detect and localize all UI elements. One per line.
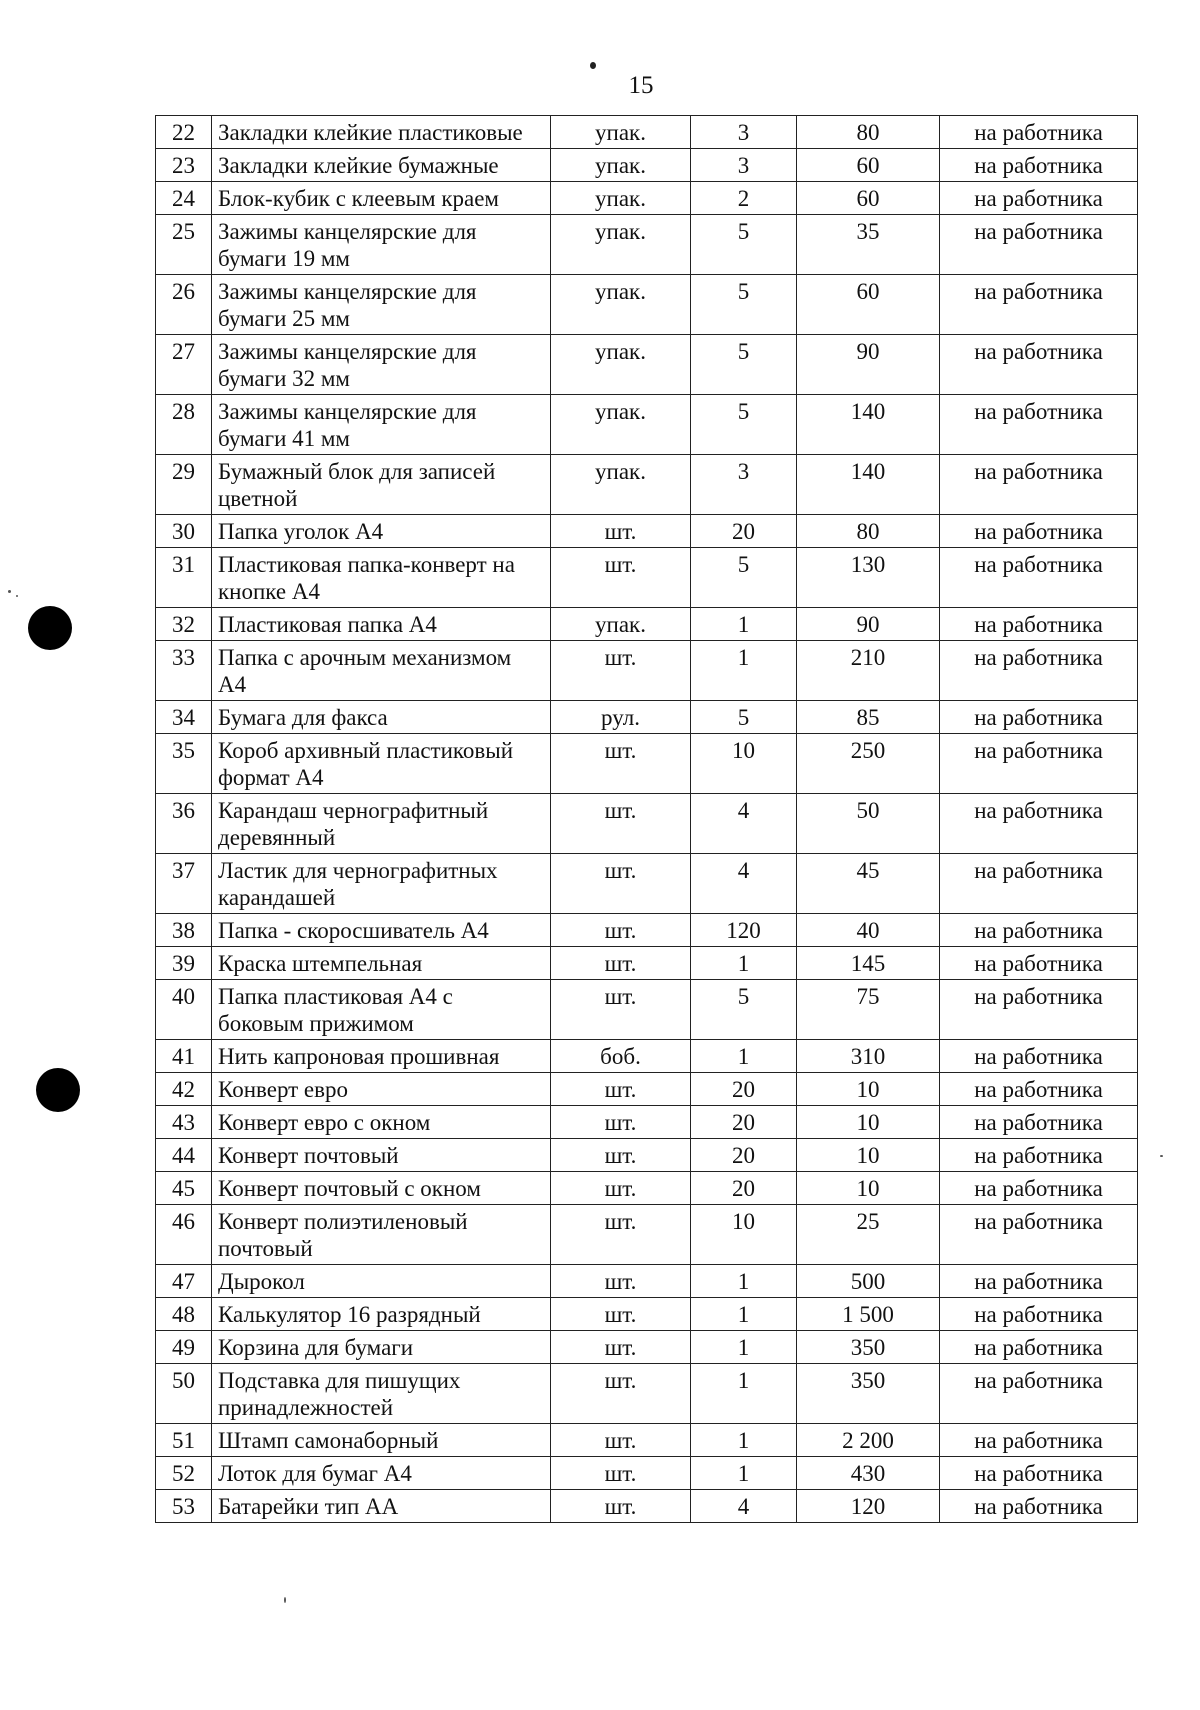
item-name-cell: Короб архивный пластиковый формат А4 bbox=[212, 734, 551, 794]
price-cell: 350 bbox=[797, 1364, 940, 1424]
unit-of-measure-cell: шт. bbox=[551, 1490, 691, 1523]
allocation-basis-cell: на работника bbox=[940, 1298, 1138, 1331]
price-cell: 60 bbox=[797, 275, 940, 335]
scan-speck bbox=[1160, 1155, 1163, 1157]
unit-of-measure-cell: шт. bbox=[551, 548, 691, 608]
price-cell: 1 500 bbox=[797, 1298, 940, 1331]
price-cell: 145 bbox=[797, 947, 940, 980]
unit-of-measure-cell: шт. bbox=[551, 1457, 691, 1490]
quantity-cell: 5 bbox=[691, 395, 797, 455]
price-cell: 10 bbox=[797, 1106, 940, 1139]
allocation-basis-cell: на работника bbox=[940, 515, 1138, 548]
unit-of-measure-cell: шт. bbox=[551, 734, 691, 794]
price-cell: 40 bbox=[797, 914, 940, 947]
quantity-cell: 120 bbox=[691, 914, 797, 947]
row-number-cell: 26 bbox=[156, 275, 212, 335]
quantity-cell: 1 bbox=[691, 1331, 797, 1364]
allocation-basis-cell: на работника bbox=[940, 149, 1138, 182]
price-cell: 50 bbox=[797, 794, 940, 854]
table-row bbox=[156, 1331, 1138, 1364]
quantity-cell: 5 bbox=[691, 335, 797, 395]
table-row bbox=[156, 1172, 1138, 1205]
item-name-cell: Бумага для факса bbox=[212, 701, 551, 734]
item-name-cell: Корзина для бумаги bbox=[212, 1331, 551, 1364]
scan-speck bbox=[590, 62, 596, 69]
row-number-cell: 22 bbox=[156, 116, 212, 149]
allocation-basis-cell: на работника bbox=[940, 794, 1138, 854]
table-row bbox=[156, 608, 1138, 641]
item-name-cell: Дырокол bbox=[212, 1265, 551, 1298]
allocation-basis-cell: на работника bbox=[940, 455, 1138, 515]
allocation-basis-cell: на работника bbox=[940, 116, 1138, 149]
unit-of-measure-cell: шт. bbox=[551, 1331, 691, 1364]
allocation-basis-cell: на работника bbox=[940, 1040, 1138, 1073]
allocation-basis-cell: на работника bbox=[940, 701, 1138, 734]
price-cell: 75 bbox=[797, 980, 940, 1040]
price-cell: 10 bbox=[797, 1172, 940, 1205]
table-row bbox=[156, 1106, 1138, 1139]
allocation-basis-cell: на работника bbox=[940, 914, 1138, 947]
unit-of-measure-cell: шт. bbox=[551, 947, 691, 980]
quantity-cell: 20 bbox=[691, 515, 797, 548]
row-number-cell: 30 bbox=[156, 515, 212, 548]
item-name-cell: Конверт почтовый bbox=[212, 1139, 551, 1172]
unit-of-measure-cell: упак. bbox=[551, 335, 691, 395]
unit-of-measure-cell: шт. bbox=[551, 914, 691, 947]
item-name-cell: Бумажный блок для записей цветной bbox=[212, 455, 551, 515]
row-number-cell: 31 bbox=[156, 548, 212, 608]
row-number-cell: 46 bbox=[156, 1205, 212, 1265]
allocation-basis-cell: на работника bbox=[940, 1490, 1138, 1523]
unit-of-measure-cell: шт. bbox=[551, 1424, 691, 1457]
unit-of-measure-cell: боб. bbox=[551, 1040, 691, 1073]
price-cell: 60 bbox=[797, 182, 940, 215]
table-row bbox=[156, 734, 1138, 794]
quantity-cell: 20 bbox=[691, 1139, 797, 1172]
item-name-cell: Батарейки тип АА bbox=[212, 1490, 551, 1523]
item-name-cell: Папка пластиковая А4 с боковым прижимом bbox=[212, 980, 551, 1040]
unit-of-measure-cell: шт. bbox=[551, 1106, 691, 1139]
quantity-cell: 20 bbox=[691, 1106, 797, 1139]
allocation-basis-cell: на работника bbox=[940, 215, 1138, 275]
unit-of-measure-cell: упак. bbox=[551, 182, 691, 215]
table-row bbox=[156, 455, 1138, 515]
table-row bbox=[156, 1205, 1138, 1265]
item-name-cell: Краска штемпельная bbox=[212, 947, 551, 980]
price-cell: 80 bbox=[797, 515, 940, 548]
quantity-cell: 10 bbox=[691, 734, 797, 794]
unit-of-measure-cell: упак. bbox=[551, 608, 691, 641]
price-cell: 120 bbox=[797, 1490, 940, 1523]
price-cell: 10 bbox=[797, 1139, 940, 1172]
scan-speck bbox=[284, 1597, 286, 1603]
allocation-basis-cell: на работника bbox=[940, 854, 1138, 914]
price-cell: 130 bbox=[797, 548, 940, 608]
allocation-basis-cell: на работника bbox=[940, 947, 1138, 980]
row-number-cell: 35 bbox=[156, 734, 212, 794]
row-number-cell: 43 bbox=[156, 1106, 212, 1139]
allocation-basis-cell: на работника bbox=[940, 608, 1138, 641]
table-row bbox=[156, 1364, 1138, 1424]
allocation-basis-cell: на работника bbox=[940, 1106, 1138, 1139]
table-row bbox=[156, 1424, 1138, 1457]
unit-of-measure-cell: шт. bbox=[551, 1265, 691, 1298]
quantity-cell: 2 bbox=[691, 182, 797, 215]
item-name-cell: Папка - скоросшиватель А4 bbox=[212, 914, 551, 947]
quantity-cell: 3 bbox=[691, 455, 797, 515]
allocation-basis-cell: на работника bbox=[940, 980, 1138, 1040]
unit-of-measure-cell: шт. bbox=[551, 641, 691, 701]
unit-of-measure-cell: шт. bbox=[551, 515, 691, 548]
table-row bbox=[156, 215, 1138, 275]
table-row bbox=[156, 980, 1138, 1040]
item-name-cell: Пластиковая папка-конверт на кнопке А4 bbox=[212, 548, 551, 608]
price-cell: 35 bbox=[797, 215, 940, 275]
row-number-cell: 33 bbox=[156, 641, 212, 701]
item-name-cell: Закладки клейкие пластиковые bbox=[212, 116, 551, 149]
quantity-cell: 3 bbox=[691, 149, 797, 182]
table-row bbox=[156, 1040, 1138, 1073]
table-row bbox=[156, 149, 1138, 182]
table-row bbox=[156, 395, 1138, 455]
supplies-table bbox=[155, 115, 1138, 1523]
row-number-cell: 23 bbox=[156, 149, 212, 182]
row-number-cell: 24 bbox=[156, 182, 212, 215]
row-number-cell: 52 bbox=[156, 1457, 212, 1490]
punch-hole-top bbox=[28, 606, 72, 650]
row-number-cell: 37 bbox=[156, 854, 212, 914]
item-name-cell: Конверт евро с окном bbox=[212, 1106, 551, 1139]
item-name-cell: Закладки клейкие бумажные bbox=[212, 149, 551, 182]
allocation-basis-cell: на работника bbox=[940, 1424, 1138, 1457]
allocation-basis-cell: на работника bbox=[940, 395, 1138, 455]
allocation-basis-cell: на работника bbox=[940, 734, 1138, 794]
row-number-cell: 49 bbox=[156, 1331, 212, 1364]
table-row bbox=[156, 548, 1138, 608]
price-cell: 310 bbox=[797, 1040, 940, 1073]
price-cell: 85 bbox=[797, 701, 940, 734]
unit-of-measure-cell: шт. bbox=[551, 1298, 691, 1331]
quantity-cell: 20 bbox=[691, 1073, 797, 1106]
allocation-basis-cell: на работника bbox=[940, 1331, 1138, 1364]
price-cell: 350 bbox=[797, 1331, 940, 1364]
unit-of-measure-cell: упак. bbox=[551, 116, 691, 149]
item-name-cell: Лоток для бумаг А4 bbox=[212, 1457, 551, 1490]
item-name-cell: Зажимы канцелярские для бумаги 32 мм bbox=[212, 335, 551, 395]
quantity-cell: 1 bbox=[691, 608, 797, 641]
table-row bbox=[156, 1490, 1138, 1523]
table-row bbox=[156, 947, 1138, 980]
table-row bbox=[156, 275, 1138, 335]
row-number-cell: 28 bbox=[156, 395, 212, 455]
table-row bbox=[156, 1298, 1138, 1331]
table-row bbox=[156, 116, 1138, 149]
unit-of-measure-cell: шт. bbox=[551, 1205, 691, 1265]
row-number-cell: 36 bbox=[156, 794, 212, 854]
price-cell: 210 bbox=[797, 641, 940, 701]
row-number-cell: 53 bbox=[156, 1490, 212, 1523]
allocation-basis-cell: на работника bbox=[940, 1364, 1138, 1424]
unit-of-measure-cell: упак. bbox=[551, 455, 691, 515]
allocation-basis-cell: на работника bbox=[940, 1139, 1138, 1172]
price-cell: 60 bbox=[797, 149, 940, 182]
unit-of-measure-cell: упак. bbox=[551, 395, 691, 455]
unit-of-measure-cell: шт. bbox=[551, 980, 691, 1040]
row-number-cell: 42 bbox=[156, 1073, 212, 1106]
allocation-basis-cell: на работника bbox=[940, 548, 1138, 608]
price-cell: 25 bbox=[797, 1205, 940, 1265]
price-cell: 80 bbox=[797, 116, 940, 149]
allocation-basis-cell: на работника bbox=[940, 1265, 1138, 1298]
page-number: 15 bbox=[628, 72, 654, 99]
row-number-cell: 25 bbox=[156, 215, 212, 275]
row-number-cell: 41 bbox=[156, 1040, 212, 1073]
quantity-cell: 4 bbox=[691, 1490, 797, 1523]
table-row bbox=[156, 1265, 1138, 1298]
scan-speck bbox=[16, 595, 18, 597]
quantity-cell: 1 bbox=[691, 1424, 797, 1457]
quantity-cell: 1 bbox=[691, 947, 797, 980]
item-name-cell: Папка с арочным механизмом А4 bbox=[212, 641, 551, 701]
quantity-cell: 20 bbox=[691, 1172, 797, 1205]
price-cell: 250 bbox=[797, 734, 940, 794]
row-number-cell: 51 bbox=[156, 1424, 212, 1457]
item-name-cell: Ластик для чернографитных карандашей bbox=[212, 854, 551, 914]
scan-speck bbox=[8, 590, 11, 593]
quantity-cell: 5 bbox=[691, 215, 797, 275]
item-name-cell: Конверт евро bbox=[212, 1073, 551, 1106]
price-cell: 45 bbox=[797, 854, 940, 914]
price-cell: 90 bbox=[797, 335, 940, 395]
unit-of-measure-cell: шт. bbox=[551, 854, 691, 914]
item-name-cell: Пластиковая папка А4 bbox=[212, 608, 551, 641]
item-name-cell: Штамп самонаборный bbox=[212, 1424, 551, 1457]
item-name-cell: Конверт полиэтиленовый почтовый bbox=[212, 1205, 551, 1265]
table-row bbox=[156, 701, 1138, 734]
quantity-cell: 1 bbox=[691, 1265, 797, 1298]
allocation-basis-cell: на работника bbox=[940, 182, 1138, 215]
allocation-basis-cell: на работника bbox=[940, 1073, 1138, 1106]
quantity-cell: 4 bbox=[691, 854, 797, 914]
quantity-cell: 1 bbox=[691, 1298, 797, 1331]
row-number-cell: 50 bbox=[156, 1364, 212, 1424]
item-name-cell: Блок-кубик с клеевым краем bbox=[212, 182, 551, 215]
quantity-cell: 1 bbox=[691, 1457, 797, 1490]
table-row bbox=[156, 515, 1138, 548]
row-number-cell: 45 bbox=[156, 1172, 212, 1205]
allocation-basis-cell: на работника bbox=[940, 641, 1138, 701]
allocation-basis-cell: на работника bbox=[940, 1172, 1138, 1205]
unit-of-measure-cell: упак. bbox=[551, 215, 691, 275]
row-number-cell: 32 bbox=[156, 608, 212, 641]
unit-of-measure-cell: шт. bbox=[551, 1172, 691, 1205]
quantity-cell: 5 bbox=[691, 275, 797, 335]
unit-of-measure-cell: шт. bbox=[551, 1364, 691, 1424]
table-row bbox=[156, 641, 1138, 701]
unit-of-measure-cell: шт. bbox=[551, 1139, 691, 1172]
item-name-cell: Конверт почтовый с окном bbox=[212, 1172, 551, 1205]
item-name-cell: Зажимы канцелярские для бумаги 19 мм bbox=[212, 215, 551, 275]
price-cell: 430 bbox=[797, 1457, 940, 1490]
table-row bbox=[156, 1457, 1138, 1490]
price-cell: 140 bbox=[797, 455, 940, 515]
row-number-cell: 48 bbox=[156, 1298, 212, 1331]
quantity-cell: 5 bbox=[691, 701, 797, 734]
price-cell: 500 bbox=[797, 1265, 940, 1298]
allocation-basis-cell: на работника bbox=[940, 1457, 1138, 1490]
table-body bbox=[156, 116, 1138, 1523]
row-number-cell: 47 bbox=[156, 1265, 212, 1298]
unit-of-measure-cell: шт. bbox=[551, 794, 691, 854]
item-name-cell: Папка уголок А4 bbox=[212, 515, 551, 548]
item-name-cell: Нить капроновая прошивная bbox=[212, 1040, 551, 1073]
quantity-cell: 4 bbox=[691, 794, 797, 854]
item-name-cell: Зажимы канцелярские для бумаги 25 мм bbox=[212, 275, 551, 335]
row-number-cell: 34 bbox=[156, 701, 212, 734]
quantity-cell: 1 bbox=[691, 1364, 797, 1424]
allocation-basis-cell: на работника bbox=[940, 1205, 1138, 1265]
quantity-cell: 3 bbox=[691, 116, 797, 149]
row-number-cell: 27 bbox=[156, 335, 212, 395]
item-name-cell: Карандаш чернографитный деревянный bbox=[212, 794, 551, 854]
allocation-basis-cell: на работника bbox=[940, 275, 1138, 335]
quantity-cell: 5 bbox=[691, 980, 797, 1040]
price-cell: 140 bbox=[797, 395, 940, 455]
quantity-cell: 5 bbox=[691, 548, 797, 608]
table-row bbox=[156, 1139, 1138, 1172]
row-number-cell: 39 bbox=[156, 947, 212, 980]
allocation-basis-cell: на работника bbox=[940, 335, 1138, 395]
price-cell: 10 bbox=[797, 1073, 940, 1106]
price-cell: 2 200 bbox=[797, 1424, 940, 1457]
unit-of-measure-cell: упак. bbox=[551, 275, 691, 335]
item-name-cell: Калькулятор 16 разрядный bbox=[212, 1298, 551, 1331]
table-row bbox=[156, 794, 1138, 854]
table-row bbox=[156, 1073, 1138, 1106]
quantity-cell: 1 bbox=[691, 641, 797, 701]
quantity-cell: 1 bbox=[691, 1040, 797, 1073]
row-number-cell: 40 bbox=[156, 980, 212, 1040]
price-cell: 90 bbox=[797, 608, 940, 641]
table-row bbox=[156, 182, 1138, 215]
item-name-cell: Зажимы канцелярские для бумаги 41 мм bbox=[212, 395, 551, 455]
punch-hole-bottom bbox=[36, 1068, 80, 1112]
unit-of-measure-cell: упак. bbox=[551, 149, 691, 182]
row-number-cell: 44 bbox=[156, 1139, 212, 1172]
table-row bbox=[156, 335, 1138, 395]
unit-of-measure-cell: шт. bbox=[551, 1073, 691, 1106]
table-row bbox=[156, 914, 1138, 947]
row-number-cell: 29 bbox=[156, 455, 212, 515]
item-name-cell: Подставка для пишущих принадлежностей bbox=[212, 1364, 551, 1424]
quantity-cell: 10 bbox=[691, 1205, 797, 1265]
table-row bbox=[156, 854, 1138, 914]
unit-of-measure-cell: рул. bbox=[551, 701, 691, 734]
row-number-cell: 38 bbox=[156, 914, 212, 947]
